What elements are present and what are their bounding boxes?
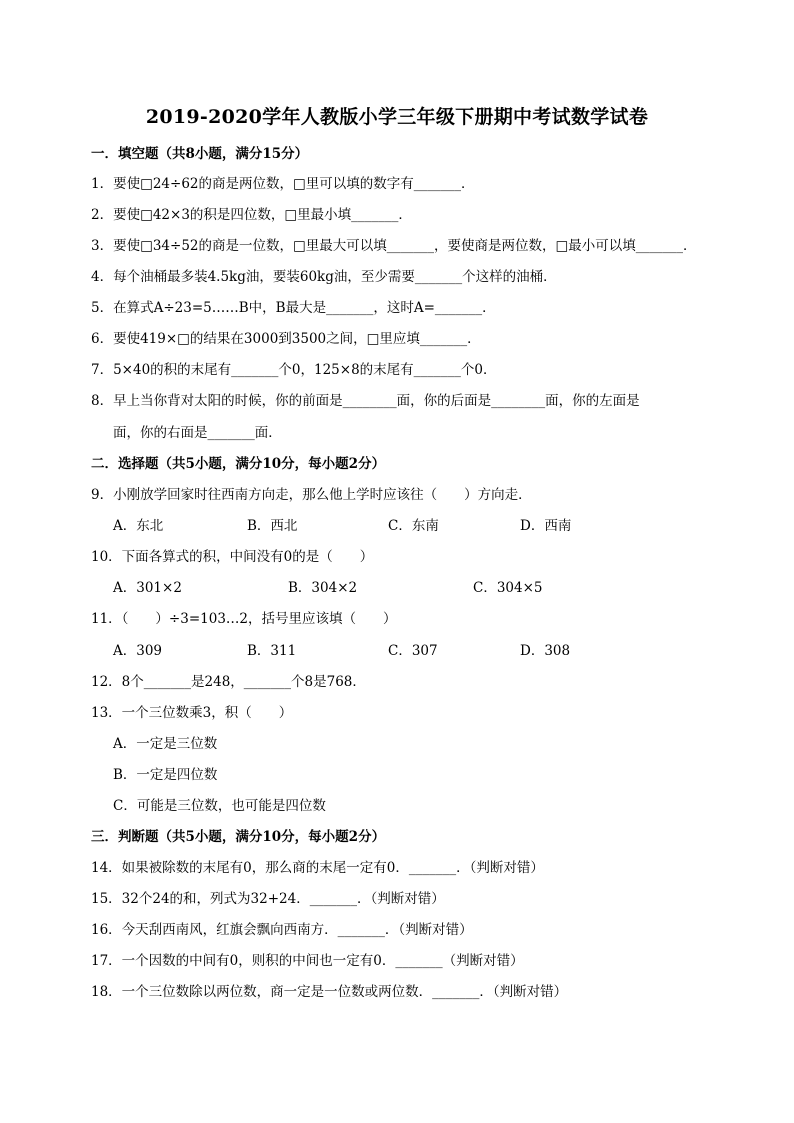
question-11: 11．（ ）÷3=103…2，括号里应该填（ ） xyxy=(91,611,397,627)
question-11-option-b: B．311 xyxy=(247,643,297,659)
question-8-line-2: 面，你的右面是_______面． xyxy=(113,425,282,441)
question-4: 4．每个油桶最多装4.5kg油，要装60kg油，至少需要_______个这样的油桶． xyxy=(91,269,557,285)
question-13: 13．一个三位数乘3，积（ ） xyxy=(91,705,293,721)
question-10-option-a: A．301×2 xyxy=(113,580,182,596)
question-3: 3．要使□34÷52的商是一位数，□里最大可以填_______，要使商是两位数，□最小可以填_______． xyxy=(91,238,697,254)
question-13-option-a: A．一定是三位数 xyxy=(113,736,218,752)
question-10-option-b: B．304×2 xyxy=(288,580,358,596)
question-9: 9．小刚放学回家时往西南方向走，那么他上学时应该往（ ）方向走． xyxy=(91,487,532,503)
question-2: 2．要使□42×3的积是四位数，□里最小填_______． xyxy=(91,207,412,223)
question-6: 6．要使419×□的结果在3000到3500之间，□里应填_______． xyxy=(91,331,481,347)
section-judge-heading: 三．判断题（共5小题，满分10分，每小题2分） xyxy=(91,829,386,845)
question-11-option-c: C．307 xyxy=(388,643,438,659)
question-10-option-c: C．304×5 xyxy=(473,580,543,596)
question-9-option-d: D．西南 xyxy=(520,518,572,534)
question-5: 5．在算式A÷23=5……B中，B最大是_______，这时A=_______． xyxy=(91,300,496,316)
question-10: 10．下面各算式的积，中间没有0的是（ ） xyxy=(91,549,374,565)
question-15: 15．32个24的和，列式为32+24．_______．（判断对错） xyxy=(91,891,445,907)
question-13-option-b: B．一定是四位数 xyxy=(113,767,218,783)
question-13-option-c: C．可能是三位数，也可能是四位数 xyxy=(113,798,326,814)
question-8-line-1: 8．早上当你背对太阳的时候，你的前面是________面，你的后面是________面，你的左面是 xyxy=(91,393,640,409)
question-9-option-a: A．东北 xyxy=(113,518,164,534)
question-11-option-d: D．308 xyxy=(520,643,571,659)
question-17: 17．一个因数的中间有0，则积的中间也一定有0．_______（判断对错） xyxy=(91,953,524,969)
question-18: 18．一个三位数除以两位数，商一定是一位数或两位数．_______．（判断对错） xyxy=(91,984,568,1000)
question-11-option-a: A．309 xyxy=(113,643,163,659)
question-7: 7．5×40的积的末尾有_______个0，125×8的末尾有_______个0． xyxy=(91,362,497,378)
section-fill-blank-heading: 一．填空题（共8小题，满分15分） xyxy=(91,146,309,162)
question-1: 1．要使□24÷62的商是两位数，□里可以填的数字有_______． xyxy=(91,176,475,192)
question-9-option-b: B．西北 xyxy=(247,518,298,534)
question-14: 14．如果被除数的末尾有0，那么商的末尾一定有0．_______．（判断对错） xyxy=(91,860,544,876)
page-title: 2019-2020学年人教版小学三年级下册期中考试数学试卷 xyxy=(145,106,649,128)
section-choice-heading: 二．选择题（共5小题，满分10分，每小题2分） xyxy=(91,456,386,472)
question-9-option-c: C．东南 xyxy=(388,518,439,534)
question-12: 12．8个_______是248，_______个8是768． xyxy=(91,674,366,690)
question-16: 16．今天刮西南风，红旗会飘向西南方．_______．（判断对错） xyxy=(91,922,473,938)
